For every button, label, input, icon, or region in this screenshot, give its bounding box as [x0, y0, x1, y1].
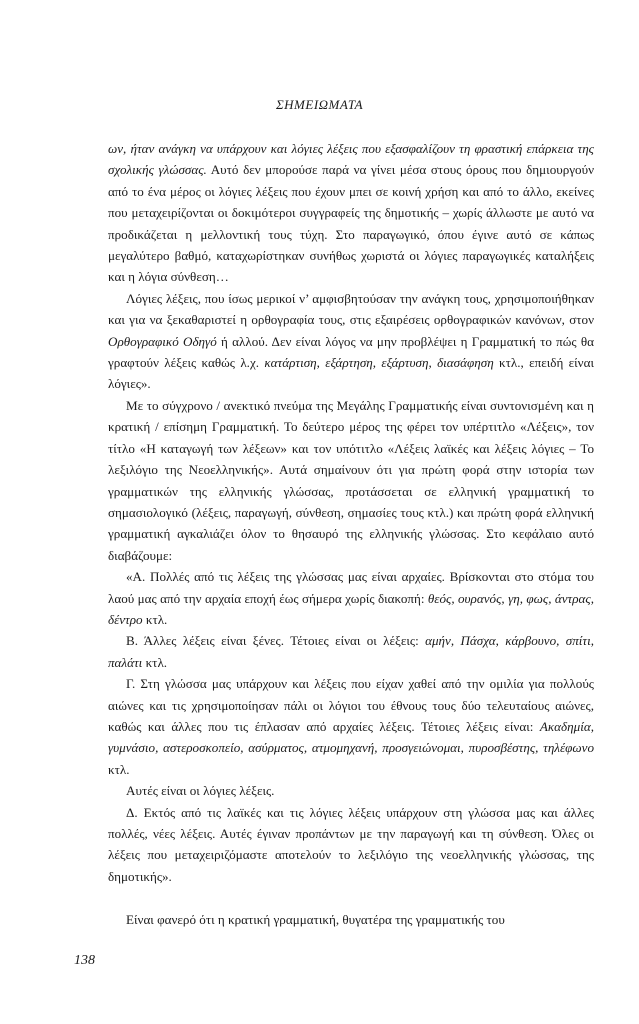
text-segment: Γ. Στη γλώσσα μας υπάρχουν και λέξεις που είχαν χαθεί από την ομιλία για πολλούς αιώνες και τις χρησιμοποίησαν πάλι οι λόγιοι του έθνους τους δύο τελευταίους αιώνες, καθώς και άλλες που τις έπλασαν από αρχαίες λέξεις. Τέτοιες λέξεις είναι: — [108, 676, 594, 734]
text-segment-italic: Ορθογραφικό Οδηγό — [108, 333, 217, 349]
quote-paragraph — [108, 630, 594, 673]
running-header: ΣΗΜΕΙΩΜΑΤΑ — [275, 97, 364, 112]
text-segment: ή αλλού. Δεν είναι λόγος να μην προβλέψει η Γραμματική το πώς θα γραφτούν λέξεις καθώς λ.χ. — [108, 333, 594, 371]
text-segment: κτλ. — [108, 761, 130, 777]
quote-paragraph — [108, 566, 594, 630]
paragraph — [108, 288, 594, 395]
page-number: 138 — [74, 953, 95, 968]
text-segment-italic: κατάρτιση, εξάρτηση, εξάρτυση, διασάφηση — [264, 355, 494, 371]
paragraph — [108, 395, 594, 566]
text-segment: Αυτές είναι οι λόγιες λέξεις. — [126, 783, 275, 799]
text-segment-italic: ων, ήταν ανάγκη να υπάρχουν και λόγιες λέξεις που εξασφαλίζουν τη φραστική επάρκεια της σχολικής γλώσσας. — [108, 141, 594, 178]
text-segment: κτλ., επειδή είναι λόγιες». — [108, 355, 594, 392]
text-segment: Λόγιες λέξεις, που ίσως μερικοί ν’ αμφισβητούσαν την ανάγκη τους, χρησιμοποιήθηκαν και για να ξεκαθαριστεί η ορθογραφία τους, στις εξαιρέσεις ορθογραφικών κανόνων, στον — [108, 290, 594, 328]
body-text — [108, 138, 594, 931]
text-segment: Είναι φανερό ότι η κρατική γραμματική, θυγατέρα της γραμματικής του — [126, 912, 505, 928]
quote-paragraph — [108, 802, 594, 888]
text-segment: Αυτό δεν μπορούσε παρά να γίνει μέσα στους όρους που δημιουργούν από το ένα μέρος οι λόγιες λέξεις που έχουν μπει σε κοινή χρήση και από το άλλο, εκείνες που μεταχειρίζονται οι δοκιμότεροι συγγραφείς της δημοτικής – χωρίς άλλωστε με αυτό να προδικάζεται η μελλοντική τους τύχη. Στο παραγωγικό, όπου έγινε αυτό σε κάπως μεγαλύτερο βαθμό, καταχωρίστηκαν συνήθως χωριστά οι λόγιες παραγωγικές καταλήξεις και η λόγια σύνθεση… — [108, 162, 594, 285]
text-segment: Με το σύγχρονο / ανεκτικό πνεύμα της Μεγάλης Γραμματικής είναι συντονισμένη και η κρατική / επίσημη Γραμματική. Το δεύτερο μέρος της φέρει τον υπέρτιτλο «Λέξεις», τον τίτλο «Η καταγωγή των λέξεων» και τον υπότιτλο «Λέξεις λαϊκές και λέξεις λόγιες – Το λεξιλόγιο της Νεοελληνικής». Αυτά σημαίνουν ότι για πρώτη φορά στην ιστορία των γραμματικών της ελληνικής γλώσσας, προτάσσεται σε ελληνική γραμματική το σημασιολογικό (λέξεις, παραγωγή, σύνθεση, σημασίες τους κτλ.) και πρώτη φορά ελληνική γραμματική αγκαλιάζει όλον το θησαυρό της ελληνικής γλώσσας. Στο κεφάλαιο αυτό διαβάζουμε: — [108, 397, 594, 563]
paragraph — [108, 909, 594, 930]
text-segment: κτλ. — [142, 611, 168, 627]
text-segment: Δ. Εκτός από τις λαϊκές και τις λόγιες λέξεις υπάρχουν στη γλώσσα μας και άλλες πολλές, νέες λέξεις. Αυτές έγιναν προπάντων με την παραγωγή και τη σύνθεση. Όλες οι λέξεις που μεταχειριζόμαστε αποτελούν το λεξιλόγιο της νεοελληνικής γλώσσας, της δημοτικής». — [108, 804, 594, 884]
paragraph — [108, 138, 594, 288]
text-segment: κτλ. — [142, 654, 168, 670]
quote-paragraph — [108, 780, 594, 801]
text-segment: «Α. Πολλές από τις λέξεις της γλώσσας μας είναι αρχαίες. Βρίσκονται στο στόμα του λαού μας από την αρχαία εποχή έως σήμερα χωρίς διακοπή: — [108, 569, 594, 606]
quote-paragraph — [108, 673, 594, 780]
text-segment-italic: αμήν, Πάσχα, κάρβουνο, σπίτι, παλάτι — [108, 633, 595, 670]
text-segment: Β. Άλλες λέξεις είναι ξένες. Τέτοιες είναι οι λέξεις: — [126, 633, 426, 649]
text-segment-italic: θεός, ουρανός, γη, φως, άντρας, δέντρο — [108, 590, 594, 627]
text-segment-italic: Ακαδημία, γυμνάσιο, αστεροσκοπείο, ασύρματος, ατμομηχανή, προσγειώνομαι, πυροσβέστης, τηλέφωνο — [108, 718, 594, 756]
